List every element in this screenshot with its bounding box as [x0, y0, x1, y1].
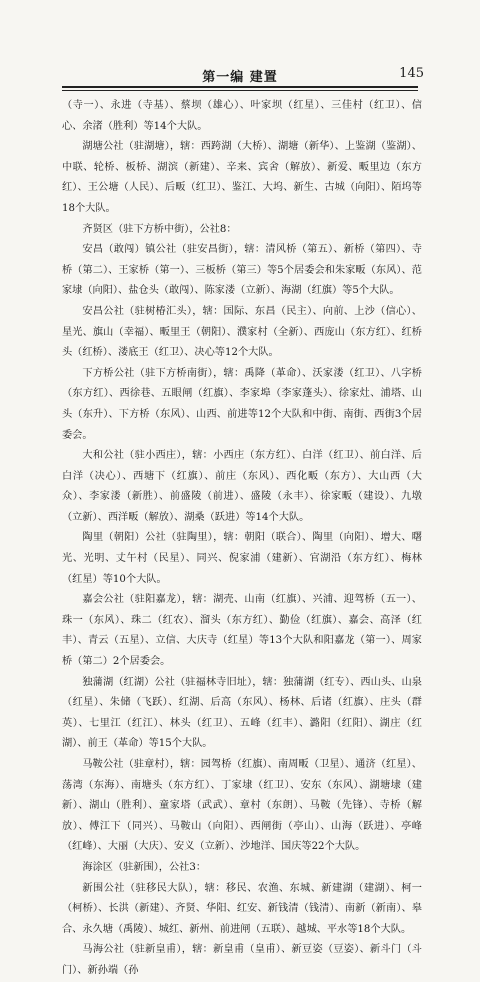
header-rule-thick [62, 86, 418, 88]
paragraph: 湖塘公社（驻湖塘），辖：西跨湖（大桥）、湖塘（新华）、上鉴湖（鉴湖）、中联、轮桥、板桥、湖滨（新建）、辛来、宾舍（解放）、新爱、畈里边（东方红）、王公塘（人民）、后畈（红卫）、鉴江、大坞、新生、古城（向阳）、陌坞等18个大队。 [62, 141, 422, 214]
section-heading: 齐贤区（驻下方桥中街），公社8： [82, 223, 237, 235]
page-header [0, 62, 480, 86]
paragraph: 马海公社（驻新皇甫），辖：新皇甫（皇甫）、新豆姿（豆姿）、新斗门（斗门）、新孙端（孙 [62, 944, 422, 976]
body-text [62, 96, 422, 982]
paragraph: 大和公社（驻小西庄），辖：小西庄（东方红）、白洋（红卫）、前白洋、后白洋（决心）、西塘下（红旗）、前庄（东风）、西化畈（东方）、大山西（大众）、李家溇（新胜）、前盛陵（前进）、盛陵（永丰）、徐家畈（建设）、九墩（立新）、西洋畈（解放）、湖桑（跃进）等14个大队。 [62, 450, 422, 523]
paragraph: 安昌公社（驻树椿汇头），辖：国际、东昌（民主）、向前、上沙（信心）、星光、旗山（幸福）、畈里王（朝阳）、濮家村（全新）、西庞山（东方红）、红桥头（红桥）、溇底王（红卫）、决心等12个大队。 [62, 305, 422, 359]
paragraph: 嘉会公社（驻阳嘉龙），辖：湖壳、山南（红旗）、兴浦、迎驾桥（五一）、珠一（东风）、珠二（红农）、溜头（东方红）、勤俭（红旗）、嘉会、高泽（红丰）、青云（五星）、立信、大庆寺（红星）等13个大队和阳嘉龙（第一）、周家桥（第二）2个居委会。 [62, 594, 422, 668]
paragraph: 独蒲湖（红湖）公社（驻福林寺旧址），辖：独蒲湖（红专）、西山头、山泉（红星）、朱储（飞跃）、红湖、后高（东风）、杨林、后诸（红旗）、庄头（群英）、七里江（红江）、林头（红卫）、五峰（红丰）、潞阳（红阳）、湖庄（红湖）、前王（革命）等15个大队。 [62, 676, 422, 750]
paragraph: 马鞍公社（驻章村），辖：园驾桥（红旗）、南周畈（卫星）、通济（红星）、荡湾（东海）、南塘头（东方红）、丁家埭（红卫）、安东（东风）、湖塘埭（建新）、湖山（胜利）、童家塔（武武）、章村（东朗）、马鞍（先锋）、寺桥（解放）、傅江下（同兴）、马鞍山（向阳）、西闸街（亭山）、山海（跃进）、亭峰（红峰）、大丽（大庆）、安义（立新）、沙地洋、国庆等22个大队。 [62, 759, 422, 853]
header-rule-thin [62, 90, 418, 91]
paragraph: 安昌（敢闯）镇公社（驻安昌街），辖：清风桥（第五）、新桥（第四）、寺桥（第二）、王家桥（第一）、三板桥（第三）等5个居委会和朱家畈（东风）、范家埭（向阳）、盐仓头（敢闯）、陈家溇（立新）、海湖（红旗）等5个大队。 [62, 244, 422, 297]
paragraph: 陶里（朝阳）公社（驻陶里），辖：朝阳（联合）、陶里（向阳）、增大、曙光、光明、丈午村（民星）、同兴、倪家浦（建新）、官湖沿（东方红）、梅林（红星）等10个大队。 [62, 532, 422, 585]
page-number: 145 [399, 66, 424, 81]
paragraph: 下方桥公社（驻下方桥南街），辖：禹降（革命）、沃家溇（红卫）、八字桥（东方红）、西徐巷、五眼闸（红旗）、李家埠（李家蓬头）、徐家灶、浦塔、山头（东升）、下方桥（东风）、山西、前进等12个大队和中街、南街、西街3个居委会。 [62, 367, 422, 441]
paragraph: 新围公社（驻移民大队），辖：移民、农渔、东城、新建湖（建湖）、柯一（柯桥）、长洪（新建）、齐贤、华阳、红安、新钱清（钱清）、南新（新南）、皋合、永久塘（禹陵）、城红、新州、前进闸（五联）、越城、平水等18个大队。 [62, 882, 422, 935]
section-heading: 海涂区（驻新围），公社3： [82, 861, 207, 873]
chapter-title: 第一编 建置 [202, 70, 278, 85]
paragraph: （寺一）、永进（寺基）、蔡坝（雄心）、叶家坝（红星）、三佳村（红卫）、信心、余渚（胜利）等14个大队。 [62, 100, 422, 132]
